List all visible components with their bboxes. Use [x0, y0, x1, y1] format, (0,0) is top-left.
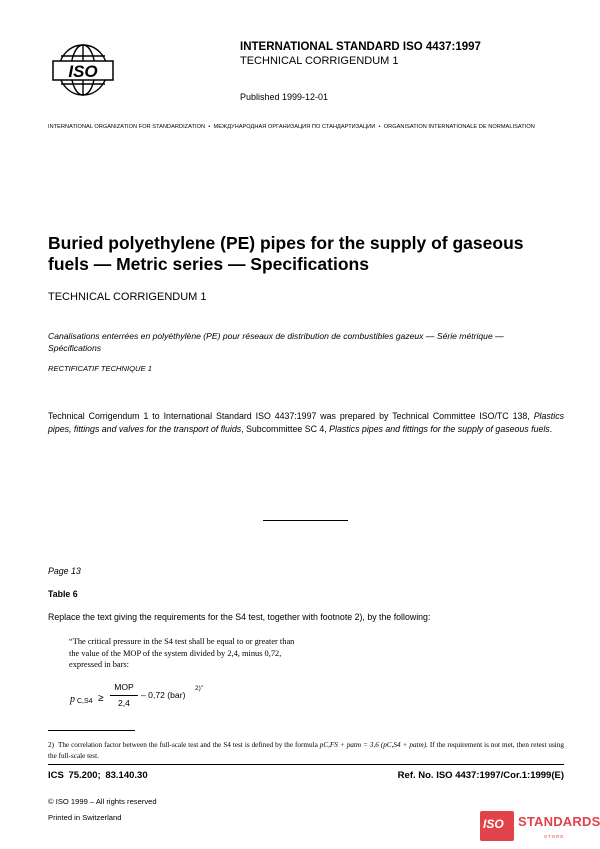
french-title: Canalisations enterrées en polyéthylène (PE) pour réseaux de distribution de combustibles gazeux — Série métrique — Spécifications [48, 331, 504, 353]
corrigendum-label: TECHNICAL CORRIGENDUM 1 [240, 55, 399, 67]
separator-dot: • [208, 124, 211, 130]
document-title: Buried polyethylene (PE) pipes for the supply of gaseous fuels — Metric series — Specifications [48, 233, 524, 274]
fraction-bar [110, 695, 138, 696]
s4-formula [70, 680, 330, 720]
standard-title: INTERNATIONAL STANDARD ISO 4437:1997 [240, 41, 481, 53]
quote-line: “The critical pressure in the S4 test shall be equal to or greater than [69, 637, 295, 646]
replacement-quote [69, 636, 369, 671]
iso-standards-watermark [480, 808, 598, 846]
printed-location: Printed in Switzerland [48, 813, 122, 822]
formula-denominator: 2,4 [118, 698, 130, 708]
section-divider [263, 520, 348, 521]
org-name-ru: МЕЖДУНАРОДНАЯ ОРГАНИЗАЦИЯ ПО СТАНДАРТИЗАЦИИ [213, 124, 376, 130]
tc-heading: TECHNICAL CORRIGENDUM 1 [48, 291, 207, 303]
footer-rule [48, 764, 564, 765]
foreword-text: . [549, 423, 553, 434]
foreword-text: Technical Corrigendum 1 to International Standard ISO 4437:1997 was prepared by Technical Committee ISO/TC 138, [48, 411, 534, 421]
watermark-store-text: STORE [544, 834, 565, 839]
committee-title: Plastics pipes, fittings and valves for the transport of fluids [48, 411, 564, 434]
subcommittee-title: Plastics pipes and fittings for the supply of gaseous fuels [329, 423, 550, 434]
footnote-rule [48, 730, 135, 731]
formula-variable: p [70, 694, 75, 705]
iso-logo [47, 42, 119, 98]
formula-relation: ≥ [98, 693, 104, 704]
formula-numerator: MOP [114, 682, 134, 692]
organization-line [48, 124, 535, 130]
watermark-iso-text: ISO [483, 817, 504, 831]
foreword-paragraph [48, 410, 564, 435]
svg-text:ISO: ISO [68, 62, 98, 81]
footnote [48, 740, 564, 762]
replacement-instruction: Replace the text giving the requirements for the S4 test, together with footnote 2), by the following: [48, 612, 431, 622]
reference-number: Ref. No. ISO 4437:1997/Cor.1:1999(E) [397, 770, 564, 781]
footnote-marker: 2) [48, 741, 54, 749]
french-tc-heading: RECTIFICATIF TECHNIQUE 1 [48, 364, 152, 373]
formula-tail: – 0,72 (bar) [141, 690, 186, 700]
formula-superscript: 2)” [195, 685, 203, 692]
footnote-formula: pC,FS + patm = 3,6 (pC,S4 + patm). [319, 741, 428, 749]
org-name-en: INTERNATIONAL ORGANIZATION FOR STANDARDIZATION [48, 124, 206, 130]
quote-line: the value of the MOP of the system divided by 2,4, minus 0,72, [69, 648, 282, 658]
table-reference: Table 6 [48, 589, 78, 599]
footnote-text: The correlation factor between the full-scale test and the S4 test is defined by the formula [57, 741, 320, 749]
formula-subscript: C,S4 [77, 698, 93, 705]
ics-code: ICS 75.200; 83.140.30 [48, 770, 148, 781]
org-name-fr: ORGANISATION INTERNATIONALE DE NORMALISATION [383, 124, 535, 130]
foreword-text: , Subcommittee SC 4, [241, 423, 330, 434]
separator-dot: • [378, 124, 381, 130]
copyright-notice: © ISO 1999 – All rights reserved [48, 797, 157, 806]
watermark-standards-text: STANDARDS [518, 814, 600, 829]
page-reference: Page 13 [48, 566, 81, 576]
quote-line: expressed in bars: [69, 660, 130, 669]
footnote-text: If the requirement is not met, then retest using the full-scale test. [48, 741, 564, 760]
published-date: Published 1999-12-01 [240, 92, 329, 102]
